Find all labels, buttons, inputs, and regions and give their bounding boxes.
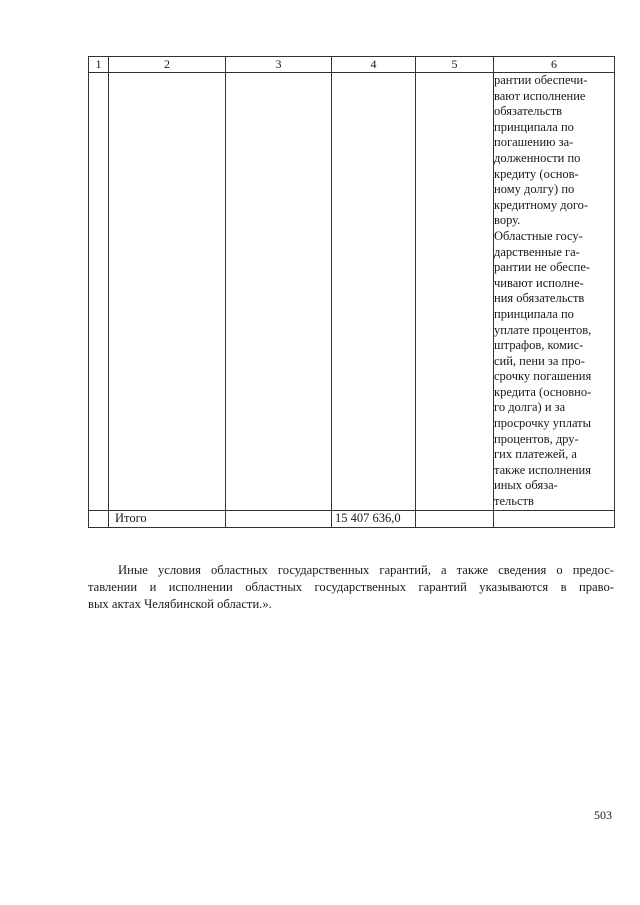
cell-col-2	[109, 73, 226, 511]
total-cell-col-3	[226, 510, 332, 527]
cell-text-line: сий, пени за про-	[494, 353, 585, 368]
column-header-3: 3	[226, 57, 332, 73]
cell-text-line: иных обяза-	[494, 478, 558, 493]
cell-text-line: вору.	[494, 213, 521, 228]
cell-text-line: обязательств	[494, 104, 563, 119]
paragraph-line: тавлении и исполнении областных государственных гарантий указываются в право-	[88, 580, 614, 594]
closing-paragraph	[88, 562, 614, 613]
paragraph-line: Иные условия областных государственных гарантий, а также сведения о предос-	[118, 563, 614, 577]
cell-text-line: тельств	[494, 494, 534, 509]
cell-text-line: рантии не обеспе-	[494, 260, 591, 275]
cell-text-line: погашению за-	[494, 135, 574, 150]
total-cell-col-1	[89, 510, 109, 527]
guarantees-table	[88, 56, 615, 528]
cell-text-line: долженности по	[494, 150, 581, 165]
cell-text-line: Областные госу-	[494, 228, 583, 243]
cell-text-line: также исполнения	[494, 462, 591, 477]
cell-text-line: принципала по	[494, 119, 574, 134]
table-total-row	[89, 510, 615, 527]
cell-text-line: кредиту (основ-	[494, 166, 579, 181]
cell-text-line: кредитному дого-	[494, 197, 589, 212]
total-label: Итого	[109, 510, 226, 527]
column-header-2: 2	[109, 57, 226, 73]
cell-text-line: го долга) и за	[494, 400, 566, 415]
cell-col-6-conditions	[494, 73, 615, 511]
column-header-1: 1	[89, 57, 109, 73]
cell-col-4	[332, 73, 416, 511]
cell-col-3	[226, 73, 332, 511]
cell-text-line: вают исполнение	[494, 88, 586, 103]
cell-text-line: кредита (основно-	[494, 384, 592, 399]
column-header-4: 4	[332, 57, 416, 73]
table-row	[89, 73, 615, 511]
column-header-5: 5	[416, 57, 494, 73]
cell-text-line: дарственные га-	[494, 244, 580, 259]
cell-text-line: срочку погашения	[494, 369, 592, 384]
cell-text-line: уплате процентов,	[494, 322, 592, 337]
cell-col-1	[89, 73, 109, 511]
cell-text-line: гих платежей, а	[494, 447, 577, 462]
column-header-6: 6	[494, 57, 615, 73]
cell-text-line: ному долгу) по	[494, 182, 575, 197]
total-amount: 15 407 636,0	[332, 510, 416, 527]
paragraph-line: вых актах Челябинской области.».	[88, 597, 272, 611]
page-number: 503	[594, 808, 612, 822]
total-cell-col-5	[416, 510, 494, 527]
cell-text-line: штрафов, комис-	[494, 338, 584, 353]
cell-text-line: принципала по	[494, 306, 574, 321]
table-header-row	[89, 57, 615, 73]
cell-col-5	[416, 73, 494, 511]
cell-text-line: рантии обеспечи-	[494, 73, 588, 87]
cell-text-line: чивают исполне-	[494, 275, 584, 290]
cell-text-line: ния обязательств	[494, 291, 585, 306]
cell-text-line: просрочку уплаты	[494, 416, 592, 431]
total-cell-col-6	[494, 510, 615, 527]
cell-text-line: процентов, дру-	[494, 431, 579, 446]
